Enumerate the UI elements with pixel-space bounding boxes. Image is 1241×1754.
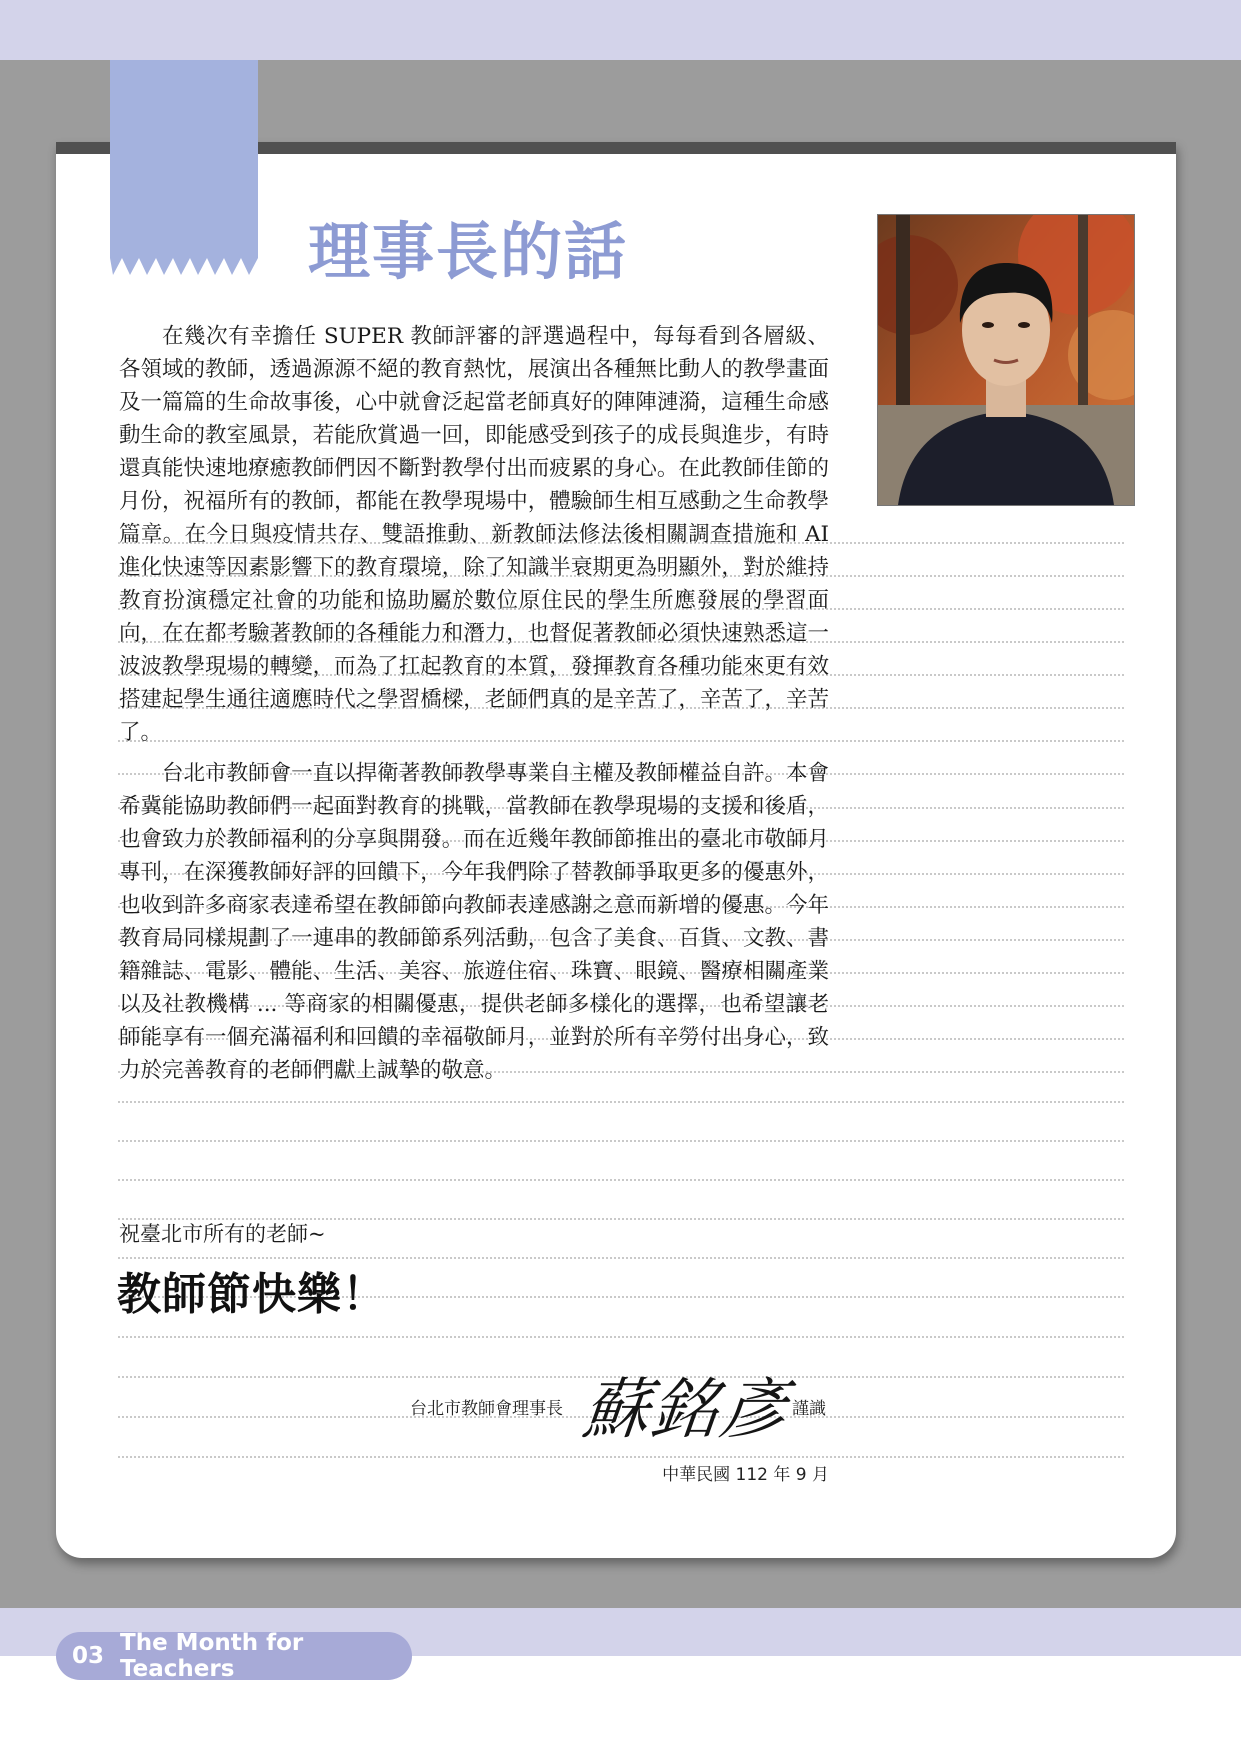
footer-page-label bbox=[56, 1632, 412, 1680]
greeting-line: 祝臺北市所有的老師~ bbox=[119, 1222, 326, 1246]
message-body bbox=[119, 320, 829, 1087]
signature-date: 中華民國 112 年 9 月 bbox=[662, 1465, 829, 1485]
message-paragraph-1: 在幾次有幸擔任 SUPER 教師評審的評選過程中，每每看到各層級、各領域的教師，透過源源不絕的教育熱忱，展演出各種無比動人的教學畫面及一篇篇的生命故事後，心中就會泛起當老師真好的陣陣漣漪，這種生命感動生命的教室風景，若能欣賞過一回，即能感受到孩子的成長與進步，有時還真能快速地療癒教師們因不斷對教學付出而疲累的身心。在此教師佳節的月份，祝福所有的教師，都能在教學現場中，體驗師生相互感動之生命教學篇章。在今日與疫情共存、雙語推動、新教師法修法後相關調查措施和 AI 進化快速等因素影響下的教育環境，除了知識半衰期更為明顯外，對於維持教育扮演穩定社會的功能和協助屬於數位原住民的學生所應發展的學習面向，在在都考驗著教師的各種能力和潛力，也督促著教師必須快速熟悉這一波波教學現場的轉變，而為了扛起教育的本質，發揮教育各種功能來更有效搭建起學生通往適應時代之學習橋樑，老師們真的是辛苦了，辛苦了，辛苦了。 bbox=[119, 324, 829, 745]
greeting-headline: 教師節快樂！ bbox=[117, 1269, 387, 1320]
signature-respect: 謹識 bbox=[792, 1399, 826, 1419]
top-band bbox=[0, 0, 1241, 60]
signature-name: 蘇銘彥 bbox=[579, 1371, 792, 1448]
page-number: 03 bbox=[72, 1643, 105, 1669]
message-paragraph-2: 台北市教師會一直以捍衛著教師教學專業自主權及教師權益自許。本會希冀能協助教師們一起面對教育的挑戰，當教師在教學現場的支援和後盾，也會致力於教師福利的分享與開發。而在近幾年教師節推出的臺北市敬師月專刊，在深獲教師好評的回饋下，今年我們除了替教師爭取更多的優惠外，也收到許多商家表達希望在教師節向教師表達感謝之意而新增的優惠。今年教育局同樣規劃了一連串的教師節系列活動，包含了美食、百貨、文教、書籍雜誌、電影、體能、生活、美容、旅遊住宿、珠寶、眼鏡、醫療相關產業以及社教機構 ... 等商家的相關優惠，提供老師多樣化的選擇，也希望讓老師能享有一個充滿福利和回饋的幸福敬師月，並對於所有辛勞付出身心，致力於完善教育的老師們獻上誠摯的敬意。 bbox=[119, 761, 829, 1083]
footer-title: The Month for Teachers bbox=[120, 1630, 304, 1682]
signature-title: 台北市教師會理事長 bbox=[410, 1399, 563, 1419]
bookmark-ribbon bbox=[110, 60, 258, 275]
page-title: 理事長的話 bbox=[308, 215, 629, 288]
chairman-photo bbox=[877, 214, 1135, 506]
